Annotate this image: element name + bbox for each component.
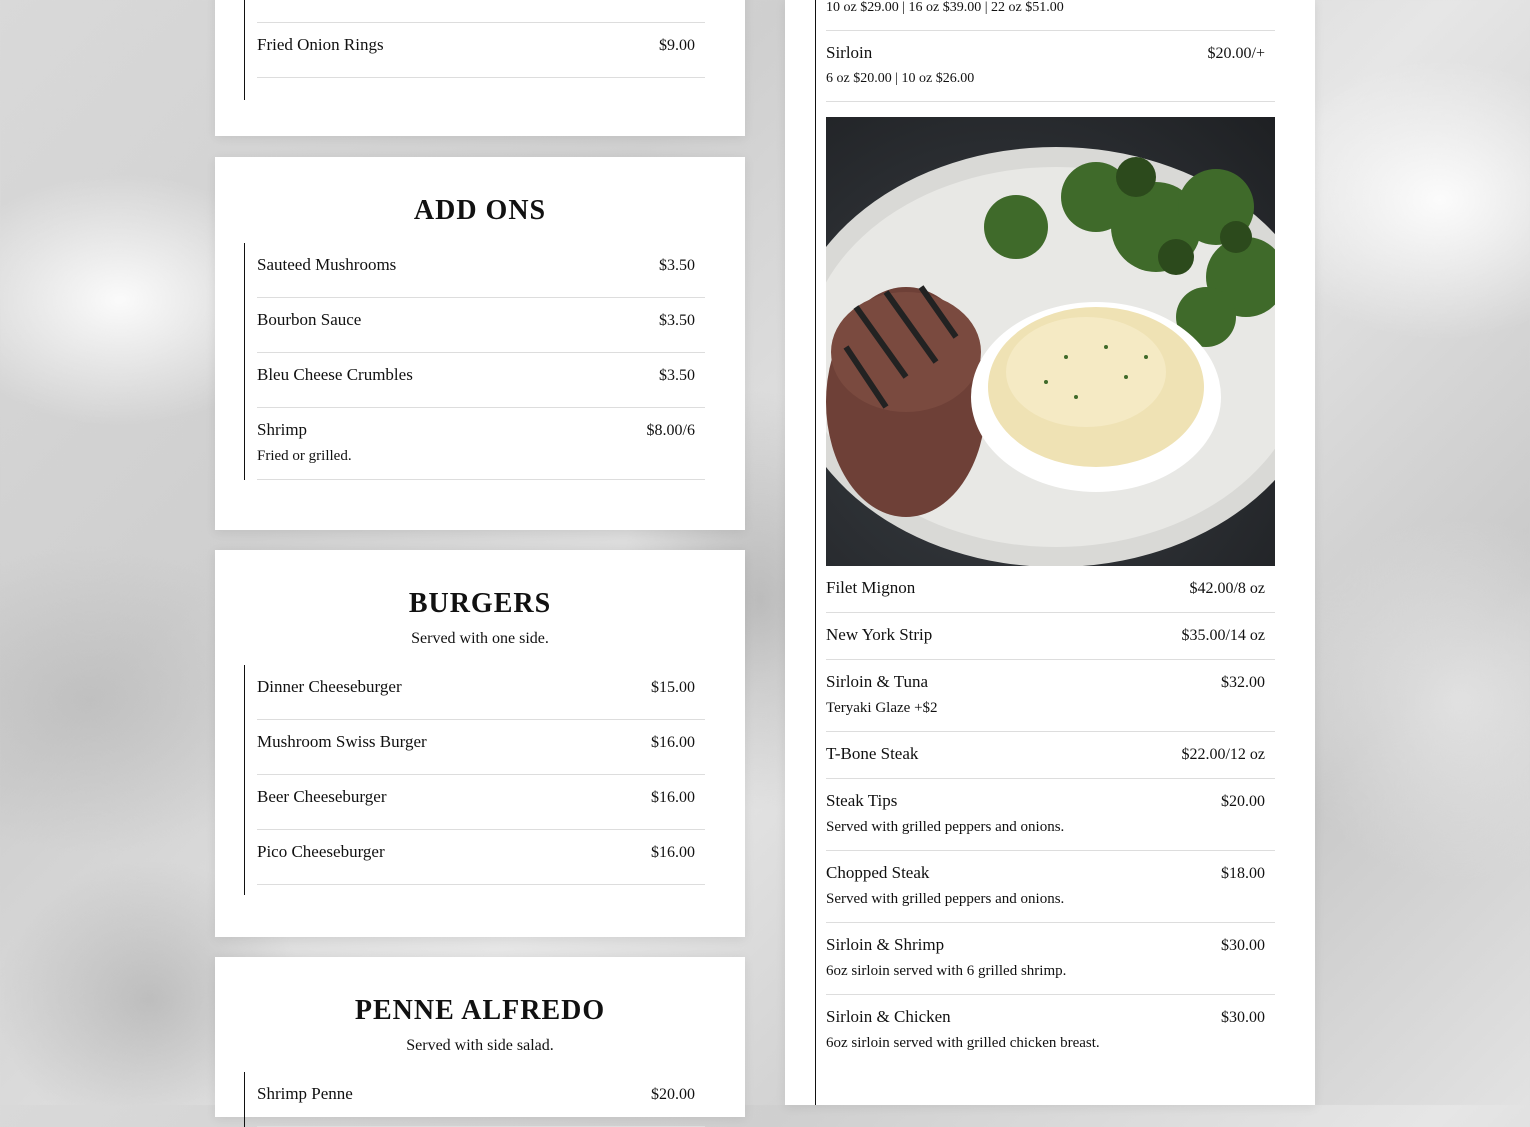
item-price: $3.50 [659, 257, 695, 274]
item-name: Shrimp Penne [257, 1084, 353, 1103]
item-name: Sauteed Mushrooms [257, 255, 397, 274]
item-name: Sirloin [826, 43, 873, 62]
menu-item [826, 660, 1275, 732]
steaks-list [815, 0, 1275, 1105]
item-price: $30.00 [1221, 937, 1265, 954]
item-description: 6oz sirloin served with 6 grilled shrimp. [826, 963, 1067, 979]
section-title: PENNE ALFREDO [354, 995, 606, 1026]
item-price: $35.00/14 oz [1181, 627, 1265, 644]
item-price: $16.00 [651, 789, 695, 806]
menu-item [257, 23, 705, 78]
section-title: BURGERS [408, 588, 552, 619]
item-name: Mushroom Swiss Burger [257, 732, 427, 751]
item-price: $32.00 [1221, 674, 1265, 691]
item-price: $42.00/8 oz [1189, 580, 1265, 597]
item-price: $16.00 [651, 844, 695, 861]
item-name: Chopped Steak [826, 863, 930, 882]
item-name: Fried Onion Rings [257, 35, 384, 54]
item-description: 10 oz $29.00 | 16 oz $39.00 | 22 oz $51.00 [826, 0, 1064, 15]
menu-item [257, 243, 705, 298]
item-name: T-Bone Steak [826, 744, 919, 763]
penne-list [244, 1072, 705, 1127]
item-name: Sirloin & Tuna [826, 672, 929, 691]
menu-item [826, 613, 1275, 660]
menu-item [826, 851, 1275, 923]
item-price: $3.50 [659, 312, 695, 329]
menu-item [257, 720, 705, 775]
penne-card [215, 957, 745, 1117]
menu-item [257, 775, 705, 830]
menu-item [257, 830, 705, 885]
item-name: Beer Cheeseburger [257, 787, 387, 806]
item-description: 6 oz $20.00 | 10 oz $26.00 [826, 71, 975, 86]
menu-item [257, 665, 705, 720]
menu-item [257, 0, 705, 23]
menu-item [257, 408, 705, 480]
starters-list [244, 0, 705, 100]
menu-item [257, 298, 705, 353]
item-price: $8.00/6 [646, 422, 695, 439]
item-name: Pico Cheeseburger [257, 842, 385, 861]
menu-item [826, 779, 1275, 851]
menu-item [257, 353, 705, 408]
item-name: New York Strip [826, 625, 933, 644]
menu-item [826, 566, 1275, 613]
item-price: $30.00 [1221, 1009, 1265, 1026]
add-ons-list [244, 243, 705, 480]
item-price: $20.00 [1221, 793, 1265, 810]
section-subtitle: Served with one side. [411, 630, 549, 647]
burgers-list [244, 665, 705, 895]
add-ons-card [215, 157, 745, 530]
section-subtitle: Served with side salad. [406, 1037, 554, 1054]
item-name: Shrimp [257, 420, 308, 439]
menu-item-partial [826, 0, 1275, 31]
item-price: $18.00 [1221, 865, 1265, 882]
item-price: $16.00 [651, 734, 695, 751]
menu-item [826, 995, 1275, 1066]
item-name: Steak Tips [826, 791, 898, 810]
item-name: Bleu Cheese Crumbles [257, 365, 413, 384]
item-description: Served with grilled peppers and onions. [826, 819, 1065, 835]
burgers-card [215, 550, 745, 937]
item-name: Sirloin & Chicken [826, 1007, 951, 1026]
item-price: $20.00/+ [1207, 45, 1265, 62]
item-price: $3.50 [659, 367, 695, 384]
item-name: Dinner Cheeseburger [257, 677, 402, 696]
item-price: $9.00 [659, 37, 695, 54]
steak-plate-photo [826, 117, 1275, 566]
menu-item [826, 732, 1275, 779]
item-description: 6oz sirloin served with grilled chicken breast. [826, 1035, 1100, 1051]
item-description: Fried or grilled. [257, 448, 352, 464]
item-price: $22.00/12 oz [1181, 746, 1265, 763]
section-title: ADD ONS [413, 195, 547, 226]
item-description: Served with grilled peppers and onions. [826, 891, 1065, 907]
menu-item [826, 923, 1275, 995]
starters-card [215, 0, 745, 136]
item-name: Bourbon Sauce [257, 310, 362, 329]
item-name: Sirloin & Shrimp [826, 935, 945, 954]
steak-plate-illustration [826, 117, 1275, 566]
menu-item [257, 1072, 705, 1127]
item-price: $15.00 [651, 679, 695, 696]
item-name: Filet Mignon [826, 578, 916, 597]
item-price: $20.00 [651, 1086, 695, 1103]
steaks-panel [785, 0, 1315, 1105]
menu-item [826, 31, 1275, 102]
item-description: Teryaki Glaze +$2 [826, 700, 938, 716]
